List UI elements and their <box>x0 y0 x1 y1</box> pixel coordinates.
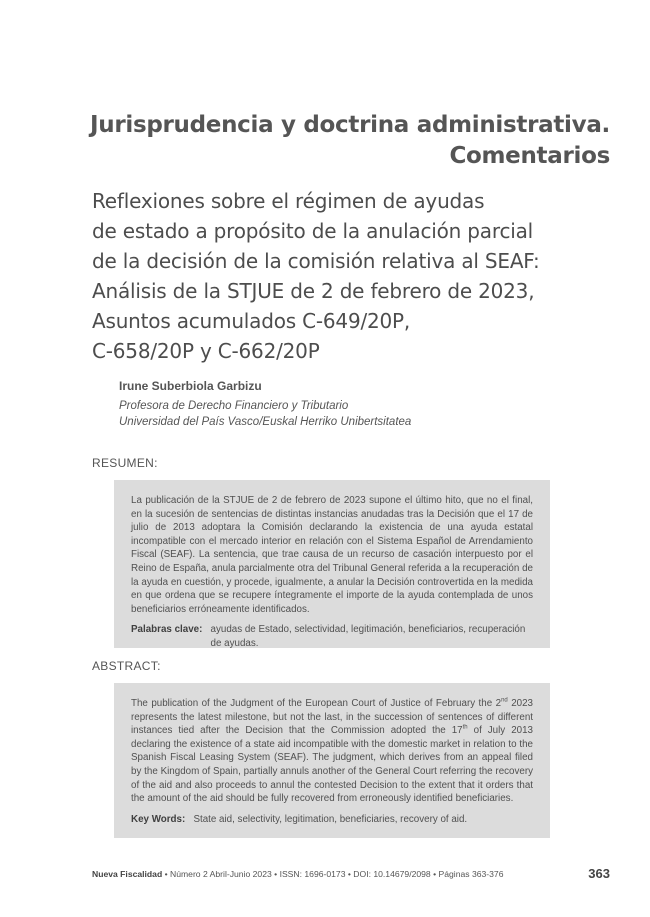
author-affiliation <box>119 398 411 430</box>
footer-journal: Nueva Fiscalidad <box>92 869 163 879</box>
resumen-keywords <box>131 623 533 650</box>
resumen-label: RESUMEN: <box>92 456 158 470</box>
title-line: de la decisión de la comisión relativa al SEAF: <box>92 249 540 273</box>
abstract-keywords <box>131 813 533 827</box>
title-line: de estado a propósito de la anulación parcial <box>92 219 534 243</box>
author-institution: Universidad del País Vasco/Euskal Herriko Unibertsitatea <box>119 416 412 428</box>
keywords-text: ayudas de Estado, selectividad, legitimación, beneficiarios, recuperación de ayudas. <box>210 624 526 649</box>
footer-issn: ISSN: 1696-0173 <box>279 869 346 879</box>
page-number: 363 <box>588 866 610 881</box>
article-title <box>92 186 612 366</box>
abstract-text: The publication of the Judgment of the European Court of Justice of February the 2nd 2023 represents the latest milestone, but not the last, in the succession of sentences of different instances tied after the Decision that the Commission adopted the 17th of July 2013 declaring the existence of a state aid incompatible with the domestic market in relation to the Spanish Fiscal Leasing System (SEAF). The judgment, which derives from an appeal filed by the Kingdom of Spain, partially annuls another of the General Court referring the recovery of the aid and also proceeds to annul the contested Decision to the extent that it orders that the amount of the aid should be fully recovered from erroneously identified beneficiaries. <box>131 697 533 805</box>
author-position: Profesora de Derecho Financiero y Tributario <box>119 400 349 412</box>
resumen-box <box>114 480 550 648</box>
author-name: Irune Suberbiola Garbizu <box>119 379 262 393</box>
title-line: Análisis de la STJUE de 2 de febrero de 2023, <box>92 279 535 303</box>
keywords-text: State aid, selectivity, legitimation, beneficiaries, recovery of aid. <box>193 813 468 825</box>
keywords-label: Key Words: <box>131 813 194 825</box>
section-title-line-1: Jurisprudencia y doctrina administrativa. <box>89 112 610 138</box>
footer-issue: Número 2 Abril-Junio 2023 <box>170 869 272 879</box>
footer-doi: DOI: 10.14679/2098 <box>353 869 431 879</box>
section-title <box>90 110 610 172</box>
abstract-label: ABSTRACT: <box>92 659 161 673</box>
title-line: C-658/20P y C-662/20P <box>92 339 320 363</box>
section-title-line-2: Comentarios <box>449 143 610 169</box>
keywords-label: Palabras clave: <box>131 624 211 636</box>
footer-pages: Páginas 363-376 <box>438 869 504 879</box>
abstract-box <box>114 683 550 838</box>
resumen-text: La publicación de la STJUE de 2 de febrero de 2023 supone el último hito, que no el final, en la sucesión de sentencias de distintas instancias anudadas tras la Decisión que el 17 de julio de 2013 adoptara la Comisión declarando la existencia de una ayuda estatal incompatible con el mercado interior en relación con el Sistema Español de Arrendamiento Fiscal (SEAF). La sentencia, que trae causa de un recurso de casación interpuesto por el Reino de España, anula parcialmente otra del Tribunal General referida a la recuperación de la ayuda en cuestión, y procede, igualmente, a anular la Decisión controvertida en la medida en que ordena que se recupere íntegramente el importe de la ayuda contemplada de unos beneficiarios erróneamente identificados. <box>131 495 533 615</box>
title-line: Reflexiones sobre el régimen de ayudas <box>92 189 485 213</box>
title-line: Asuntos acumulados C-649/20P, <box>92 309 411 333</box>
footer-citation: Nueva Fiscalidad • Número 2 Abril-Junio 2023 • ISSN: 1696-0173 • DOI: 10.14679/2098 • Páginas 363-376 <box>92 869 504 879</box>
